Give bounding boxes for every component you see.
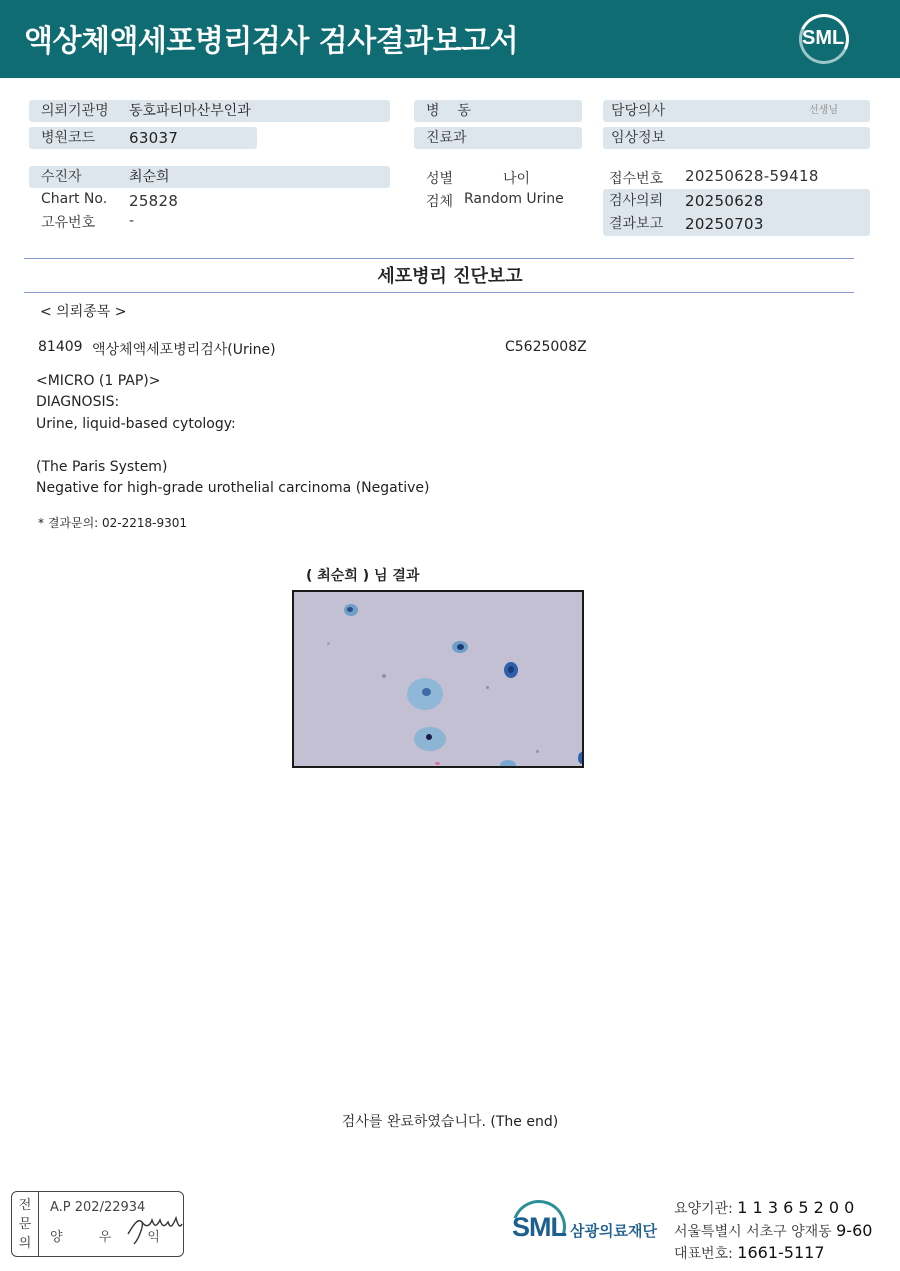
section-rule-bottom [24,292,854,293]
requesting-institution-label: 의뢰기관명 [41,103,109,119]
chart-no-value: 25828 [129,192,179,210]
report-header [0,0,900,78]
doctor-label: 담당의사 [611,103,666,119]
address-no: 9-60 [836,1221,873,1240]
requesting-institution-value: 동호파티마산부인과 [129,103,251,119]
patient-label: 수진자 [41,169,82,185]
report-line-result: Negative for high-grade urothelial carcinoma (Negative) [36,480,430,496]
phone-label: 대표번호: [674,1246,733,1262]
pathologist-name: 양 우 익 [50,1230,176,1245]
test-request-label: 검사의뢰 [609,193,664,209]
care-institution-line [674,1198,854,1218]
footer-logo-text: SML [512,1212,566,1242]
sml-logo-icon [796,12,852,64]
receipt-no-value: 20250628-59418 [685,167,819,185]
report-line-diagnosis: DIAGNOSIS: [36,394,120,410]
requesting-institution-field [29,100,390,122]
care-institution-no: 1 1 3 6 5 2 0 0 [737,1198,855,1217]
age-label: 나이 [503,171,531,187]
clinical-info-label: 임상정보 [611,130,666,146]
unique-no-value: - [129,213,135,229]
address-text: 서울특별시 서초구 양재동 [674,1224,832,1240]
chart-no-label: Chart No. [41,191,108,207]
pathologist-license: A.P 202/22934 [50,1200,146,1215]
ward-field [414,100,582,122]
patient-field [29,166,390,188]
doctor-field [603,100,870,122]
specimen-label: 검체 [426,194,454,210]
dates-field [603,189,870,236]
item-code: 81409 [38,339,83,355]
section-rule-top [24,258,854,259]
department-label: 진료과 [426,130,467,146]
test-request-value: 20250628 [685,192,764,210]
sex-label: 성별 [426,171,454,187]
cytology-image [292,590,584,768]
sign-divider [38,1192,39,1256]
specialist-side-label: 전 문 의 [18,1198,32,1251]
report-line-specimen: Urine, liquid-based cytology: [36,416,236,432]
phone-value: 1661-5117 [737,1243,825,1262]
report-line-system: (The Paris System) [36,459,168,475]
ward-label: 병 동 [426,103,471,119]
doctor-suffix: 선생님 [809,105,838,116]
specimen-value: Random Urine [464,191,564,207]
image-caption: ( 최순희 ) 님 결과 [306,568,420,584]
footer-logo [510,1200,660,1256]
pathologist-signature-box [11,1191,184,1257]
result-report-value: 20250703 [685,215,764,233]
footer-org-name: 삼광의료재단 [570,1222,657,1240]
contact-note: * 결과문의: 02-2218-9301 [38,516,188,530]
receipt-no-label: 접수번호 [609,171,664,187]
sml-logo-text: SML [802,27,845,49]
report-line-micro: <MICRO (1 PAP)> [36,373,161,389]
items-heading: < 의뢰종목 > [40,304,127,320]
item-name: 액상체액세포병리검사(Urine) [92,342,276,358]
end-note: 검사를 완료하였습니다. (The end) [341,1114,559,1130]
address-line [674,1221,872,1241]
clinical-info-field [603,127,870,149]
hospital-code-label: 병원코드 [41,130,96,146]
result-report-label: 결과보고 [609,216,664,232]
handwritten-signature [124,1204,184,1248]
hospital-code-value: 63037 [129,129,179,147]
unique-no-label: 고유번호 [41,215,96,231]
care-institution-label: 요양기관: [674,1201,733,1217]
section-title: 세포병리 진단보고 [377,266,523,287]
phone-line [674,1243,825,1263]
hospital-code-field [29,127,257,149]
report-title: 액상체액세포병리검사 검사결과보고서 [24,24,519,59]
item-id: C5625008Z [505,339,587,355]
department-field [414,127,582,149]
patient-value: 최순희 [129,169,170,185]
